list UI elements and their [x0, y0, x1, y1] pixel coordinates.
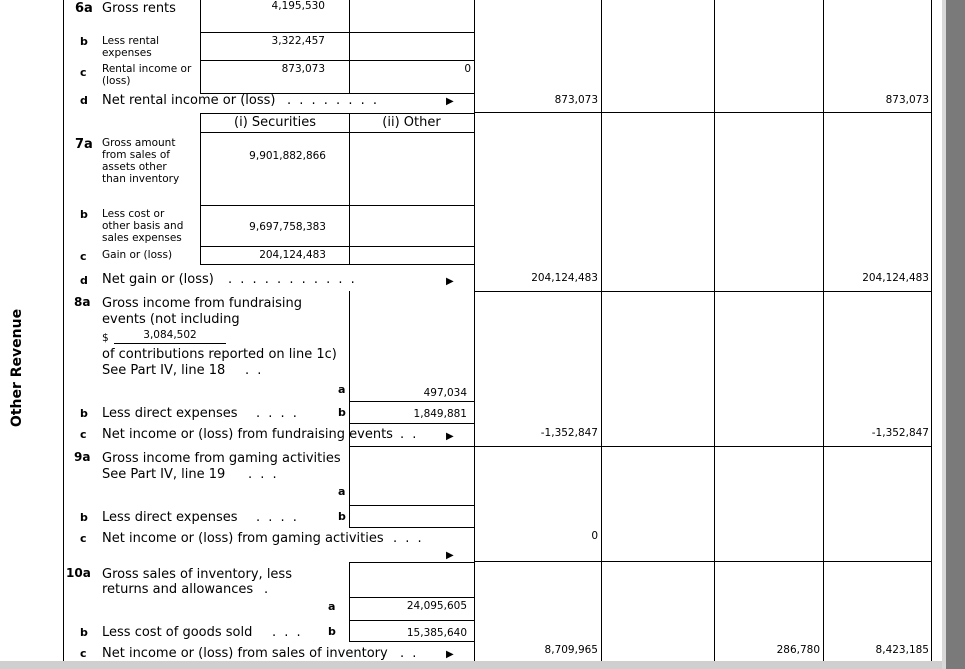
line-10a-label-1: Gross sales of inventory, less: [102, 567, 292, 582]
line-10a-value: 24,095,605: [406, 600, 467, 612]
line-8c-total: -1,352,847: [540, 427, 598, 439]
line-8b-num: b: [80, 407, 88, 420]
arrow-icon: ▶: [446, 550, 454, 561]
line-10a-num: 10a: [66, 566, 91, 580]
line-10c-total: 8,709,965: [544, 644, 598, 656]
line-6c-col-ii: 0: [464, 63, 471, 75]
subheader-other: (ii) Other: [382, 115, 441, 130]
line-8b-box: b: [338, 406, 346, 419]
leader-dots: . .: [400, 646, 419, 661]
leader-dots: . . . .: [256, 406, 299, 421]
line-9c-label: Net income or (loss) from gaming activities: [102, 531, 384, 546]
line-7a-num: 7a: [75, 137, 93, 152]
line-6c-col-i: 873,073: [281, 63, 325, 75]
line-9b-label: Less direct expenses: [102, 510, 238, 525]
line-6c-label: Rental income or (loss): [102, 63, 192, 87]
line-8a-label-4: See Part IV, line 18: [102, 363, 226, 378]
subheader-securities: (i) Securities: [234, 115, 316, 130]
line-10a-label-2: returns and allowances: [102, 582, 254, 597]
line-10b-label: Less cost of goods sold: [102, 625, 253, 640]
section-label: Other Revenue: [9, 308, 25, 428]
line-10b-num: b: [80, 626, 88, 639]
line-9c-num: c: [80, 532, 87, 545]
line-10c-label: Net income or (loss) from sales of inventory: [102, 646, 388, 661]
leader-dots: . .: [245, 363, 264, 378]
line-9c-total: 0: [591, 530, 598, 542]
line-10c-num: c: [80, 647, 87, 660]
sep-8: [474, 446, 932, 447]
line-7d-label: Net gain or (loss): [102, 272, 214, 287]
line-7a-col-i: 9,901,882,866: [249, 150, 326, 162]
line-6a-col-i: 4,195,530: [271, 0, 325, 12]
line-7c-col-i: 204,124,483: [259, 249, 326, 261]
leader-dots: . . .: [248, 467, 279, 482]
line-6b-num: b: [80, 35, 88, 48]
arrow-icon: ▶: [446, 431, 454, 442]
viewer-bottom-edge: [0, 661, 946, 669]
line-7d-total: 204,124,483: [531, 272, 598, 284]
line-8a-box: a: [338, 383, 346, 396]
arrow-icon: ▶: [446, 276, 454, 287]
leader-dots: . . . .: [256, 510, 299, 525]
sep-7: [474, 291, 932, 292]
line-7d-excluded: 204,124,483: [862, 272, 929, 284]
line-9a-label-1: Gross income from gaming activities: [102, 451, 341, 466]
sep-9: [474, 561, 932, 562]
line-6d-excluded: 873,073: [885, 94, 929, 106]
line-10c-unrelated: 286,780: [776, 644, 820, 656]
line-8a-value: 497,034: [423, 387, 467, 399]
leader-dots: .: [264, 582, 271, 597]
viewer-scroll-area[interactable]: [946, 0, 965, 669]
line-10b-value: 15,385,640: [406, 627, 467, 639]
line-9b-num: b: [80, 511, 88, 524]
leader-dots: . .: [400, 427, 419, 442]
line-8c-label: Net income or (loss) from fundraising events: [102, 427, 393, 442]
line-8b-value: 1,849,881: [413, 408, 467, 420]
line-7d-num: d: [80, 274, 88, 287]
line-6d-label: Net rental income or (loss): [102, 93, 276, 108]
leader-dots: . . . . . . . . . . .: [228, 272, 357, 287]
line-6b-col-i: 3,322,457: [271, 35, 325, 47]
line-7b-label: Less cost or other basis and sales expenses: [102, 208, 184, 244]
line-6d-total: 873,073: [554, 94, 598, 106]
line-6a-label: Gross rents: [102, 1, 176, 16]
line-7a-label: Gross amount from sales of assets other than inventory: [102, 137, 180, 185]
line-8a-dollar: $: [102, 332, 109, 344]
leader-dots: . . .: [393, 531, 424, 546]
line-7c-label: Gain or (loss): [102, 249, 173, 261]
line-9a-label-2: See Part IV, line 19: [102, 467, 226, 482]
leader-dots: . . . . . . . .: [287, 93, 379, 108]
line-6b-label: Less rental expenses: [102, 35, 160, 59]
line-7b-num: b: [80, 208, 88, 221]
line-9b-box: b: [338, 510, 346, 523]
line-8b-label: Less direct expenses: [102, 406, 238, 421]
arrow-icon: ▶: [446, 96, 454, 107]
line-9a-num: 9a: [74, 450, 91, 464]
line-8c-excluded: -1,352,847: [871, 427, 929, 439]
arrow-icon: ▶: [446, 649, 454, 660]
line-6c-num: c: [80, 66, 87, 79]
line-7b-col-i: 9,697,758,383: [249, 221, 326, 233]
sep-6: [474, 112, 932, 113]
line-10b-box: b: [328, 625, 336, 638]
line-8a-label-2: events (not including: [102, 312, 240, 327]
line-8a-contributions: 3,084,502: [143, 329, 197, 341]
line-9a-box: a: [338, 485, 346, 498]
line-10c-excluded: 8,423,185: [875, 644, 929, 656]
line-8a-label-1: Gross income from fundraising: [102, 296, 303, 311]
line-8a-label-3: of contributions reported on line 1c): [102, 347, 337, 362]
leader-dots: . . .: [272, 625, 303, 640]
section-divider: [63, 0, 64, 669]
line-8a-num: 8a: [74, 295, 91, 309]
line-7c-num: c: [80, 250, 87, 263]
line-8c-num: c: [80, 428, 87, 441]
line-6a-num: 6a: [75, 1, 93, 16]
line-6d-num: d: [80, 94, 88, 107]
line-10a-box: a: [328, 600, 336, 613]
